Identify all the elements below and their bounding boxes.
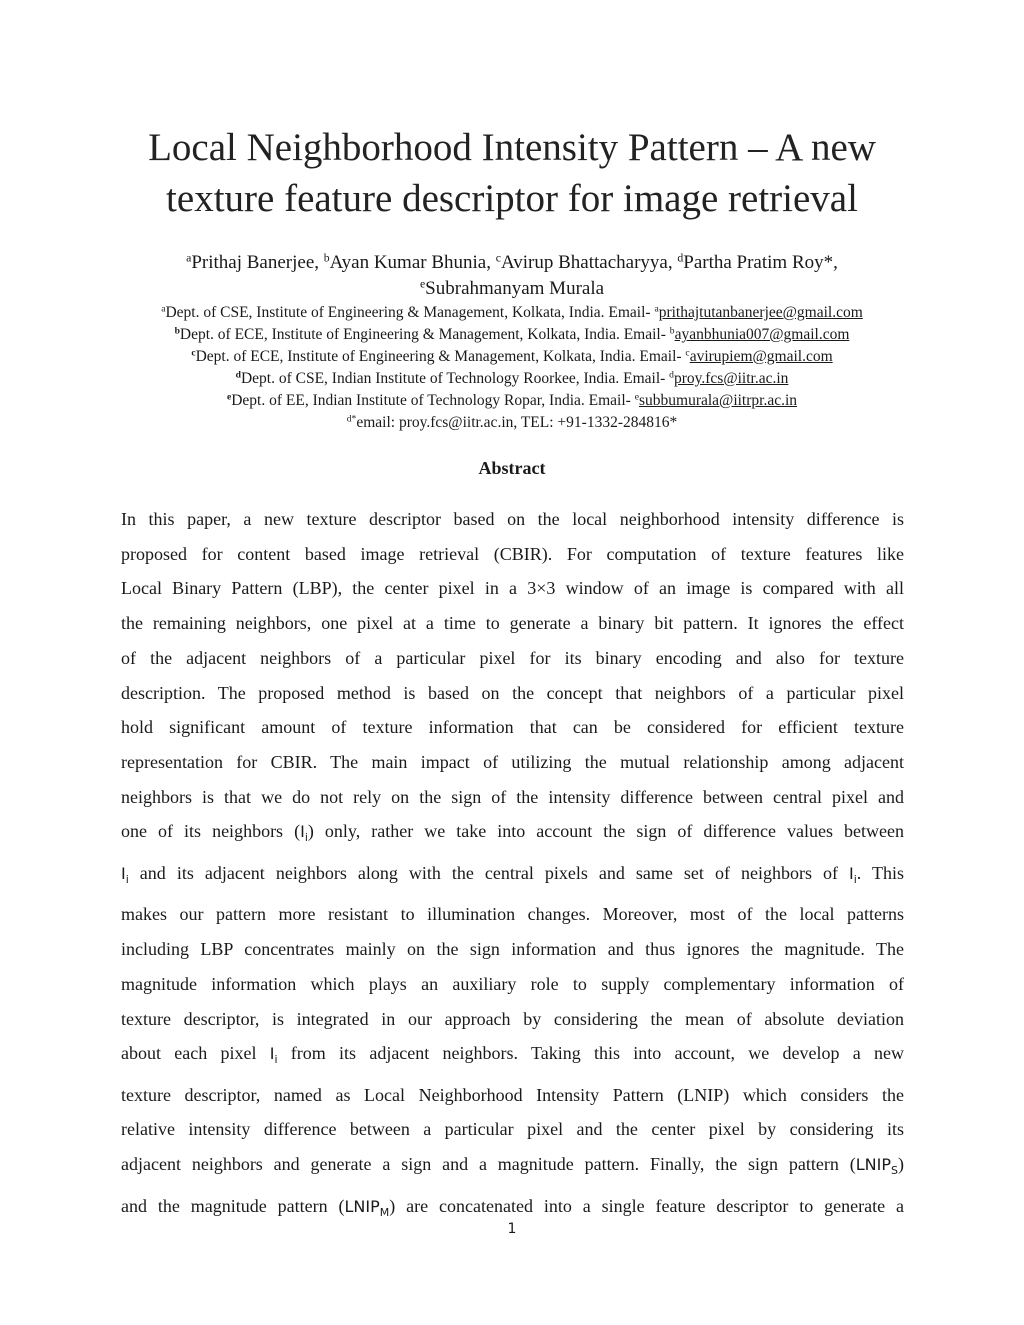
affiliation-b: $^b$Dept. of ECE, Institute of Engineering & Management, Kolkata, India. Email- $^b$ayanbhunia007@gmail.com — [174, 325, 850, 343]
author-b: Ayan Kumar Bhunia, — [329, 252, 496, 273]
affiliation-c: $^c$Dept. of ECE, Institute of Engineering & Management, Kolkata, India. Email- $^c$avirupiem@gmail.com — [191, 347, 833, 365]
abstract-line: and the magnitude pattern $(LNIP_M)$ are concatenated into a single feature descriptor to generate a — [121, 1195, 904, 1219]
abstract-line: neighbors is that we do not rely on the sign of the intensity difference between central pixel and — [121, 786, 904, 807]
author-c-sup: c — [495, 251, 501, 265]
author-d-sup: d — [677, 251, 684, 265]
email-link-c[interactable]: avirupiem@gmail.com — [689, 348, 833, 365]
abstract-line: In this paper, a new texture descriptor based on the local neighborhood intensity difference is — [121, 509, 904, 529]
page-number: 1 — [507, 1221, 517, 1237]
abstract-line: about each pixel $I_i$ from its adjacent neighbors. Taking this into account, we develop a new — [121, 1043, 904, 1067]
abstract-line: one of its neighbors $(I_i)$ only, rather we take into account the sign of difference values between — [121, 821, 904, 845]
author-d: Partha Pratim Roy*, — [683, 252, 838, 273]
math-symbol: LNIP — [855, 1155, 892, 1175]
author-b-sup: b — [323, 251, 330, 265]
paper-title — [0, 122, 1024, 224]
math-symbol: I — [121, 863, 126, 883]
author-line-1 — [0, 250, 1024, 276]
author-e-sup: e — [419, 277, 426, 291]
email-link-d[interactable]: proy.fcs@iitr.ac.in — [673, 370, 789, 387]
affiliation-d: $^d$Dept. of CSE, Indian Institute of Technology Roorkee, India. Email- $^d$proy.fcs@iitr.ac.in — [235, 369, 789, 387]
math-symbol: I — [269, 1044, 275, 1064]
abstract-line: including LBP concentrates mainly on the sign information and thus ignores the magnitude. The — [121, 939, 904, 960]
abstract-line: magnitude information which plays an auxiliary role to supply complementary information of — [121, 973, 904, 994]
author-a-sup: a — [186, 251, 192, 265]
email-link-a[interactable]: prithajtutanbanerjee@gmail.com — [658, 304, 863, 321]
author-e: Subrahmanyam Murala — [425, 278, 605, 299]
abstract-line: Local Binary Pattern (LBP), the center pixel in a 3×3 window of an image is compared with all — [121, 578, 904, 599]
title-line-2: texture feature descriptor for image retrieval — [166, 177, 858, 220]
math-symbol: I — [849, 863, 854, 883]
abstract-line: description. The proposed method is based on the concept that neighbors of a particular pixel — [121, 682, 904, 703]
affiliations — [0, 302, 1024, 434]
abstract-line: texture descriptor, named as Local Neighborhood Intensity Pattern (LNIP) which considers the — [121, 1084, 904, 1105]
abstract-line: representation for CBIR. The main impact of utilizing the mutual relationship among adjacent — [121, 751, 904, 772]
author-a: Prithaj Banerjee, — [191, 252, 324, 273]
affiliation-a: $^a$Dept. of CSE, Institute of Engineering & Management, Kolkata, India. Email- $^a$prithajtutanbanerjee@gmail.com — [161, 303, 863, 321]
author-c: Avirup Bhattacharyya, — [500, 252, 678, 273]
abstract-line: proposed for content based image retrieval (CBIR). For computation of texture features like — [121, 543, 904, 564]
abstract-line: $I_i$ and its adjacent neighbors along with the central pixels and same set of neighbors of $I_i$. This — [121, 862, 904, 886]
abstract-line: adjacent neighbors and generate a sign and a magnitude pattern. Finally, the sign pattern $(LNIP_S)$ — [121, 1154, 904, 1178]
author-list — [0, 250, 1024, 302]
math-symbol: I — [300, 822, 305, 842]
author-line-2 — [0, 276, 1024, 302]
abstract-line: of the adjacent neighbors of a particular pixel for its binary encoding and also for texture — [121, 647, 904, 668]
email-link-e[interactable]: subbumurala@iitrpr.ac.in — [638, 392, 798, 409]
abstract-line: the remaining neighbors, one pixel at a time to generate a binary bit pattern. It ignores the effect — [121, 613, 904, 634]
affiliation-e: $^e$Dept. of EE, Indian Institute of Technology Ropar, India. Email- $^e$subbumurala@iitrpr.ac.in — [226, 391, 798, 409]
abstract-line: makes our pattern more resistant to illumination changes. Moreover, most of the local patterns — [121, 904, 904, 925]
abstract-line: texture descriptor, is integrated in our approach by considering the mean of absolute deviation — [121, 1008, 904, 1029]
abstract-line: relative intensity difference between a particular pixel and the center pixel by considering its — [121, 1119, 904, 1140]
abstract-heading: Abstract — [478, 458, 546, 478]
math-symbol: LNIP — [344, 1196, 380, 1216]
abstract-line: hold significant amount of texture information that can be considered for efficient texture — [121, 717, 904, 738]
title-line-1: Local Neighborhood Intensity Pattern – A new — [148, 126, 876, 169]
abstract-body — [121, 502, 904, 1230]
contact-line: $^{d*}$email: proy.fcs@iitr.ac.in, TEL: +91-1332-284816* — [346, 413, 678, 431]
email-link-b[interactable]: ayanbhunia007@gmail.com — [674, 326, 850, 343]
